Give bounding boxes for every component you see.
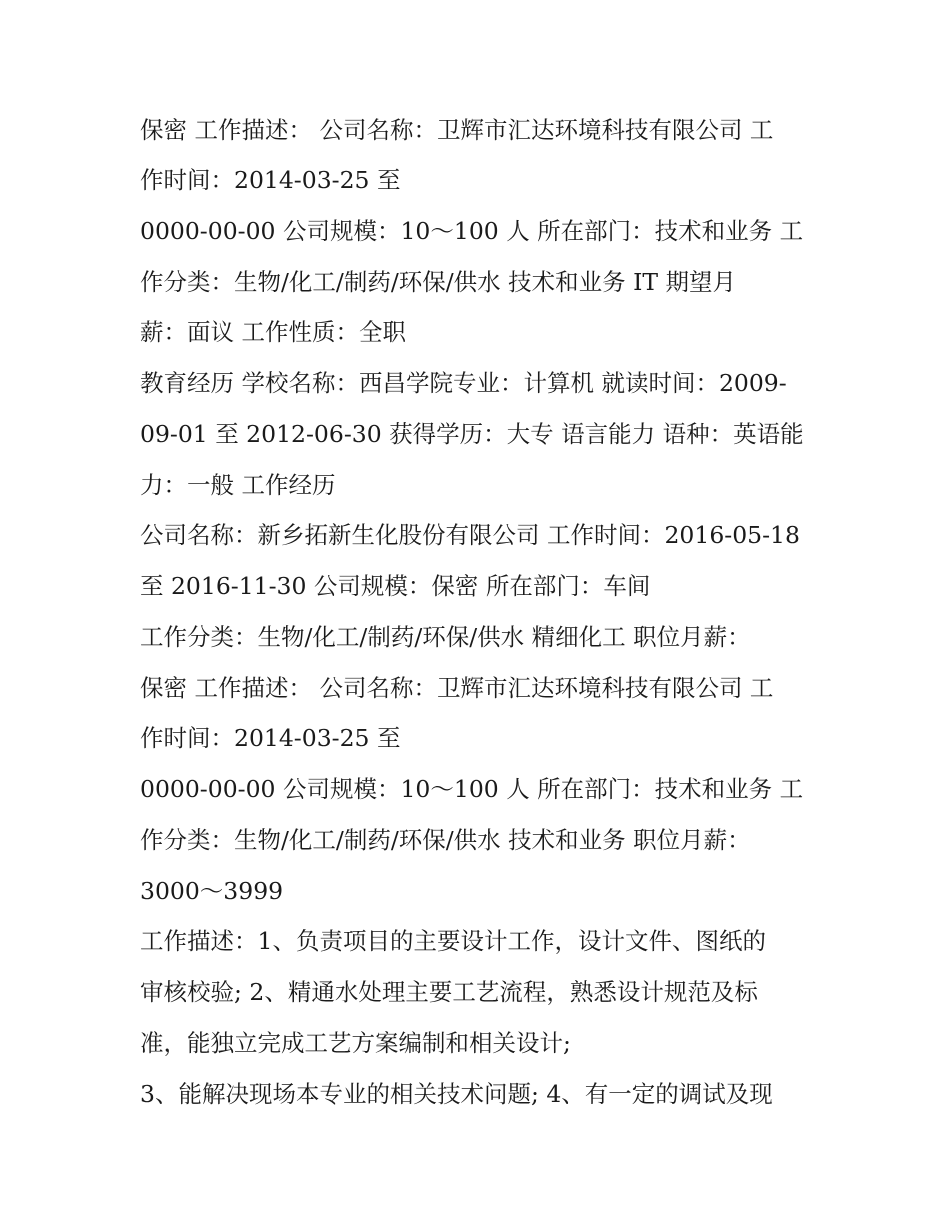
text-line: 作分类：生物/化工/制药/环保/供水 技术和业务 IT 期望月 (140, 268, 737, 296)
text-line: 0000-00-00 公司规模：10～100 人 所在部门：技术和业务 工 (140, 775, 804, 803)
text-line: 工作描述：1、负责项目的主要设计工作，设计文件、图纸的 (140, 927, 766, 955)
text-line: 教育经历 学校名称：西昌学院专业：计算机 就读时间：2009- (140, 369, 787, 397)
text-line: 薪：面议 工作性质：全职 (140, 318, 406, 346)
text-line: 0000-00-00 公司规模：10～100 人 所在部门：技术和业务 工 (140, 217, 804, 245)
text-line: 3000～3999 (140, 877, 284, 905)
text-line: 作时间：2014-03-25 至 (140, 166, 401, 194)
text-line: 作分类：生物/化工/制药/环保/供水 技术和业务 职位月薪： (140, 826, 751, 854)
text-line: 公司名称：新乡拓新生化股份有限公司 工作时间：2016-05-18 (140, 521, 800, 549)
text-line: 工作分类：生物/化工/制药/环保/供水 精细化工 职位月薪： (140, 623, 751, 651)
text-line: 保密 工作描述： 公司名称：卫辉市汇达环境科技有限公司 工 (140, 674, 774, 702)
text-line: 作时间：2014-03-25 至 (140, 724, 401, 752)
text-line: 力：一般 工作经历 (140, 471, 336, 499)
text-line: 准，能独立完成工艺方案编制和相关设计; (140, 1029, 571, 1057)
text-line: 3、能解决现场本专业的相关技术问题; 4、有一定的调试及现 (140, 1080, 773, 1108)
text-line: 保密 工作描述： 公司名称：卫辉市汇达环境科技有限公司 工 (140, 116, 774, 144)
text-line: 至 2016-11-30 公司规模：保密 所在部门：车间 (140, 572, 651, 600)
text-line: 09-01 至 2012-06-30 获得学历：大专 语言能力 语种：英语能 (140, 420, 804, 448)
text-line: 审核校验; 2、精通水处理主要工艺流程，熟悉设计规范及标 (140, 978, 758, 1006)
